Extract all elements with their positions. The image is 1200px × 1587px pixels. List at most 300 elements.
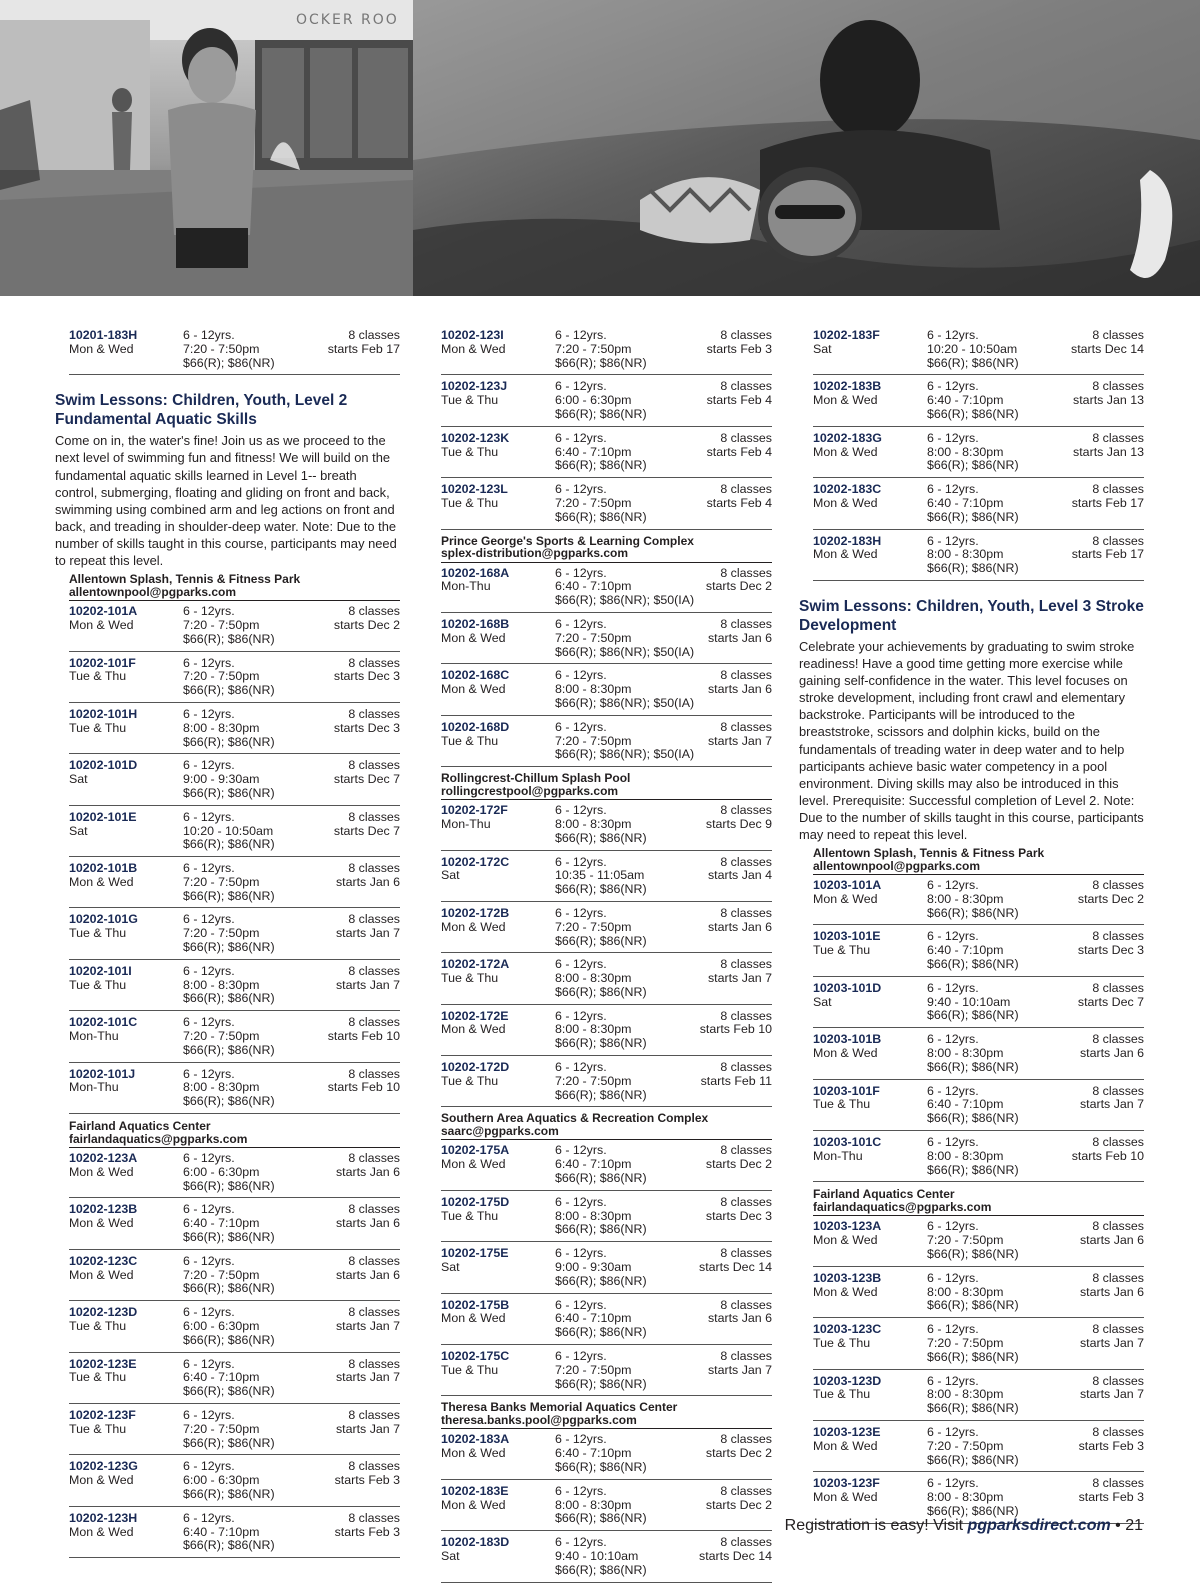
class-code: 10203-123E — [813, 1424, 881, 1439]
class-listing — [813, 1425, 1144, 1472]
section-description: Celebrate your achievements by graduating to swim stroke readiness! Have a good time getting more exercise while gaining self-confidence in the water. This level focuses on stroke development, including front crawl and elementary backstroke. Participants will be introduced to the breaststroke, scissors and dolphin kicks, build on the fundamentals of treading water in deep water and to help participants achieve basic water competency in a pool environment. Diving skills may also be introduced in this level. Prerequisite: Successful completion of Level 2. Note: Due to the number of skills taught in this course, participants may need to repeat this level. — [799, 638, 1144, 842]
class-listing — [813, 981, 1144, 1028]
class-spacer — [441, 986, 555, 1000]
class-time: 8:00 - 8:30pm — [555, 1497, 632, 1512]
class-fee: $66(R); $86(NR) — [927, 1162, 1019, 1177]
class-code: 10202-175D — [441, 1194, 510, 1209]
class-spacer — [813, 1299, 927, 1313]
class-age: 6 - 12yrs. — [555, 668, 607, 683]
class-age: 6 - 12yrs. — [183, 1253, 235, 1268]
facility-header — [813, 1186, 1144, 1216]
class-code: 10202-123F — [69, 1408, 136, 1422]
class-spacer — [813, 1248, 927, 1262]
class-fee: $66(R); $86(NR) — [927, 1059, 1019, 1074]
class-spacer — [813, 562, 927, 576]
class-code: 10202-168A — [441, 565, 510, 580]
class-count: 8 classes — [348, 1202, 400, 1217]
class-fee: $66(R); $86(NR) — [183, 888, 275, 903]
class-listing — [813, 929, 1144, 976]
class-spacer — [441, 646, 555, 660]
class-time: 7:20 - 7:50pm — [555, 495, 632, 510]
class-days: Mon & Wed — [441, 919, 506, 934]
section-title: Swim Lessons: Children, Youth, Level 2 Fundamental Aquatic Skills — [55, 392, 348, 429]
class-count: 8 classes — [720, 328, 772, 342]
class-time: 10:20 - 10:50am — [927, 341, 1018, 356]
class-start-date: starts Dec 14 — [1071, 341, 1144, 356]
class-start-date: starts Jan 6 — [1079, 1233, 1144, 1248]
class-count: 8 classes — [720, 565, 772, 580]
class-start-date: starts Jan 7 — [707, 1362, 772, 1377]
facility-name: Prince George's Sports & Learning Complex — [441, 533, 694, 548]
class-time: 8:00 - 8:30pm — [183, 720, 260, 735]
class-start-date: starts Dec 2 — [333, 617, 400, 632]
class-listing — [441, 668, 772, 715]
class-code: 10203-123B — [813, 1270, 882, 1285]
class-age: 6 - 12yrs. — [183, 1151, 235, 1166]
class-fee: $66(R); $86(NR) — [927, 957, 1019, 972]
class-start-date: starts Jan 7 — [335, 977, 400, 992]
class-time: 7:20 - 7:50pm — [555, 733, 632, 748]
class-time: 6:00 - 6:30pm — [555, 393, 632, 408]
class-time: 6:40 - 7:10pm — [555, 444, 632, 459]
class-fee: $66(R); $86(NR) — [183, 991, 275, 1006]
class-time: 7:20 - 7:50pm — [183, 874, 260, 889]
class-days: Tue & Thu — [441, 733, 499, 748]
facility-email[interactable]: rollingcrestpool@pgparks.com — [441, 783, 619, 798]
class-days: Sat — [441, 1260, 460, 1275]
class-days: Mon-Thu — [69, 1029, 119, 1044]
class-count: 8 classes — [720, 379, 772, 394]
class-days: Tue & Thu — [441, 971, 499, 986]
class-time: 6:40 - 7:10pm — [555, 1446, 632, 1461]
class-start-date: starts Jan 6 — [707, 682, 772, 697]
class-start-date: starts Feb 17 — [1071, 495, 1144, 510]
class-code: 10202-101G — [69, 912, 138, 927]
class-days: Mon & Wed — [69, 1216, 134, 1231]
photo-left-child-at-pool — [0, 0, 413, 296]
class-days: Mon & Wed — [69, 1473, 134, 1488]
class-code: 10203-101C — [813, 1135, 882, 1150]
class-fee: $66(R); $86(NR) — [555, 984, 647, 999]
class-spacer — [69, 1282, 183, 1296]
class-start-date: starts Dec 14 — [699, 1260, 772, 1275]
class-start-date: starts Jan 4 — [707, 868, 772, 883]
class-listing — [69, 1459, 400, 1506]
class-age: 6 - 12yrs. — [555, 854, 607, 869]
class-spacer — [441, 748, 555, 762]
class-days: Mon & Wed — [813, 444, 878, 459]
class-time: 7:20 - 7:50pm — [183, 341, 260, 356]
class-age: 6 - 12yrs. — [927, 482, 979, 497]
class-fee: $66(R); $86(NR) — [555, 830, 647, 845]
class-age: 6 - 12yrs. — [555, 1194, 607, 1209]
class-age: 6 - 12yrs. — [555, 1349, 607, 1364]
photo-sign-text: OCKER ROO — [296, 12, 399, 28]
class-age: 6 - 12yrs. — [555, 379, 607, 394]
class-age: 6 - 12yrs. — [555, 565, 607, 580]
class-spacer — [813, 1351, 927, 1365]
facility-email[interactable]: splex-distribution@pgparks.com — [441, 546, 629, 561]
class-days: Tue & Thu — [69, 1370, 127, 1385]
class-code: 10202-123I — [441, 328, 504, 342]
class-start-date: starts Jan 13 — [1073, 444, 1144, 459]
class-count: 8 classes — [348, 1253, 400, 1268]
class-count: 8 classes — [348, 758, 400, 773]
class-count: 8 classes — [720, 616, 772, 631]
class-spacer — [813, 958, 927, 972]
class-spacer — [441, 459, 555, 473]
class-start-date: starts Dec 2 — [705, 1497, 772, 1512]
class-code: 10202-123A — [69, 1151, 138, 1166]
class-spacer — [441, 883, 555, 897]
photo-right-swimmers — [413, 0, 1200, 296]
class-code: 10202-123E — [69, 1356, 137, 1371]
class-time: 6:40 - 7:10pm — [927, 393, 1004, 408]
class-start-date: starts Jan 6 — [1079, 1046, 1144, 1061]
class-code: 10202-101C — [69, 1015, 138, 1030]
class-fee: $66(R); $86(NR); $50(IA) — [555, 644, 695, 659]
class-age: 6 - 12yrs. — [183, 1510, 235, 1525]
class-listing — [69, 861, 400, 908]
class-time: 7:20 - 7:50pm — [555, 630, 632, 645]
class-age: 6 - 12yrs. — [927, 929, 979, 944]
class-listing — [69, 1408, 400, 1455]
class-spacer — [813, 459, 927, 473]
class-fee: $66(R); $86(NR) — [183, 1094, 275, 1109]
class-fee: $66(R); $86(NR) — [927, 1452, 1019, 1467]
class-time: 10:20 - 10:50am — [183, 823, 274, 838]
class-days: Mon & Wed — [813, 547, 878, 562]
class-days: Mon-Thu — [441, 816, 491, 831]
facility-name: Fairland Aquatics Center — [813, 1187, 955, 1202]
class-code: 10202-183H — [813, 533, 882, 548]
class-listing — [69, 1511, 400, 1558]
class-count: 8 classes — [1092, 379, 1144, 394]
class-spacer — [69, 941, 183, 955]
class-time: 6:00 - 6:30pm — [183, 1319, 260, 1334]
class-spacer — [69, 1539, 183, 1553]
page-footer — [785, 1517, 1143, 1535]
class-fee: $66(R); $86(NR) — [927, 458, 1019, 473]
class-spacer — [813, 1164, 927, 1178]
section-description: Come on in, the water's fine! Join us as we proceed to the next level of swimming fun and fitness! We will build on the fundamental aquatic skills learned in Level 1-- breath control, submerging, floating and gliding on front and back, swimming using combined arm and leg actions on front and back, and treading in shoulder-deep water. Note: Due to the number of skills taught in this course, participants may need to repeat this level. — [55, 433, 397, 569]
class-days: Mon-Thu — [441, 579, 491, 594]
class-listing — [813, 1135, 1144, 1182]
class-days: Mon-Thu — [69, 1080, 119, 1095]
class-listing — [69, 912, 400, 959]
class-fee: $66(R); $86(NR) — [183, 631, 275, 646]
footer-site-link[interactable]: pgparksdirect.com — [967, 1517, 1111, 1534]
class-age: 6 - 12yrs. — [183, 1202, 235, 1217]
facility-name: Allentown Splash, Tennis & Fitness Park — [69, 572, 301, 587]
class-listing — [69, 1067, 400, 1114]
class-listing — [69, 328, 400, 375]
facility-email[interactable]: fairlandaquatics@pgparks.com — [69, 1131, 248, 1146]
class-start-date: starts Dec 3 — [333, 669, 400, 684]
class-time: 6:40 - 7:10pm — [183, 1370, 260, 1385]
facility-email[interactable]: allentownpool@pgparks.com — [69, 584, 237, 599]
class-time: 7:20 - 7:50pm — [183, 1421, 260, 1436]
class-spacer — [441, 1461, 555, 1475]
class-spacer — [813, 907, 927, 921]
class-spacer — [813, 357, 927, 371]
class-spacer — [441, 697, 555, 711]
class-code: 10202-123D — [69, 1305, 138, 1320]
class-count: 8 classes — [1092, 1373, 1144, 1388]
class-listing — [441, 1349, 772, 1396]
class-code: 10202-123B — [69, 1202, 138, 1217]
class-age: 6 - 12yrs. — [555, 1143, 607, 1158]
class-listing — [441, 803, 772, 850]
class-code: 10202-101D — [69, 758, 138, 773]
class-count: 8 classes — [720, 1194, 772, 1209]
class-listing — [813, 878, 1144, 925]
class-listing — [69, 810, 400, 857]
class-fee: $66(R); $86(NR) — [927, 561, 1019, 576]
header-photo — [0, 0, 1200, 296]
facility-header — [441, 1110, 772, 1140]
class-time: 9:40 - 10:10am — [555, 1549, 639, 1563]
class-age: 6 - 12yrs. — [183, 758, 235, 773]
class-spacer — [69, 357, 183, 371]
class-start-date: starts Feb 11 — [700, 1073, 772, 1088]
class-listing — [441, 1246, 772, 1293]
class-days: Tue & Thu — [813, 943, 871, 958]
class-start-date: starts Dec 9 — [705, 816, 772, 831]
class-fee: $66(R); $86(NR); $50(IA) — [555, 747, 695, 762]
facility-email[interactable]: theresa.banks.pool@pgparks.com — [441, 1412, 637, 1427]
class-count: 8 classes — [348, 706, 400, 721]
class-code: 10202-123H — [69, 1510, 138, 1525]
class-age: 6 - 12yrs. — [183, 655, 235, 670]
class-count: 8 classes — [720, 1008, 772, 1023]
class-days: Sat — [813, 341, 832, 356]
class-start-date: starts Jan 6 — [335, 1216, 400, 1231]
class-listing — [441, 1143, 772, 1190]
class-fee: $66(R); $86(NR) — [555, 1036, 647, 1051]
class-spacer — [69, 787, 183, 801]
class-time: 6:00 - 6:30pm — [183, 1164, 260, 1179]
class-count: 8 classes — [348, 1356, 400, 1371]
class-code: 10202-123C — [69, 1253, 138, 1268]
class-code: 10202-172D — [441, 1060, 510, 1075]
class-start-date: starts Feb 10 — [327, 1080, 400, 1095]
class-code: 10203-123D — [813, 1373, 882, 1388]
class-time: 7:20 - 7:50pm — [183, 1029, 260, 1044]
class-time: 8:00 - 8:30pm — [927, 444, 1004, 459]
class-code: 10201-183H — [69, 328, 138, 342]
class-count: 8 classes — [1092, 1322, 1144, 1337]
class-listing — [813, 1032, 1144, 1079]
class-spacer — [441, 357, 555, 371]
class-fee: $66(R); $86(NR) — [555, 509, 647, 524]
class-code: 10203-123A — [813, 1219, 882, 1234]
class-time: 8:00 - 8:30pm — [555, 1208, 632, 1223]
facility-header — [69, 1118, 400, 1148]
class-start-date: starts Jan 6 — [707, 630, 772, 645]
class-days: Tue & Thu — [69, 977, 127, 992]
class-spacer — [441, 832, 555, 846]
class-count: 8 classes — [348, 1151, 400, 1166]
class-spacer — [441, 1172, 555, 1186]
facility-header — [441, 1399, 772, 1429]
class-start-date: starts Feb 10 — [699, 1022, 772, 1037]
class-days: Sat — [441, 868, 460, 883]
class-start-date: starts Feb 4 — [706, 495, 772, 510]
class-code: 10202-101J — [69, 1066, 136, 1081]
class-days: Mon & Wed — [69, 1524, 134, 1539]
class-count: 8 classes — [1092, 1032, 1144, 1047]
class-time: 6:40 - 7:10pm — [555, 1157, 632, 1172]
class-fee: $66(R); $86(NR) — [183, 1281, 275, 1296]
class-start-date: starts Dec 3 — [705, 1208, 772, 1223]
class-days: Mon & Wed — [441, 682, 506, 697]
class-fee: $66(R); $86(NR) — [927, 1247, 1019, 1262]
class-days: Tue & Thu — [813, 1097, 871, 1112]
class-fee: $66(R); $86(NR) — [183, 734, 275, 749]
class-count: 8 classes — [720, 1432, 772, 1447]
class-days: Mon & Wed — [441, 1157, 506, 1172]
class-age: 6 - 12yrs. — [183, 861, 235, 876]
class-code: 10203-123C — [813, 1322, 882, 1337]
class-listing — [69, 1357, 400, 1404]
class-listing — [813, 431, 1144, 478]
class-start-date: starts Feb 3 — [706, 341, 772, 356]
class-spacer — [69, 736, 183, 750]
class-spacer — [441, 1089, 555, 1103]
class-time: 8:00 - 8:30pm — [183, 1080, 260, 1095]
class-code: 10202-168D — [441, 719, 510, 734]
class-spacer — [69, 684, 183, 698]
class-start-date: starts Feb 3 — [334, 1524, 400, 1539]
class-spacer — [69, 1437, 183, 1451]
class-age: 6 - 12yrs. — [555, 1535, 607, 1550]
class-fee: $66(R); $86(NR) — [927, 1298, 1019, 1313]
class-days: Tue & Thu — [441, 1208, 499, 1223]
class-time: 7:20 - 7:50pm — [183, 1267, 260, 1282]
class-listing — [441, 855, 772, 902]
class-days: Mon & Wed — [69, 617, 134, 632]
class-spacer — [813, 1061, 927, 1075]
class-fee: $66(R); $86(NR); $50(IA) — [555, 695, 695, 710]
class-fee: $66(R); $86(NR) — [555, 933, 647, 948]
class-start-date: starts Feb 4 — [706, 444, 772, 459]
class-listing — [69, 1015, 400, 1062]
footer-separator: • — [1110, 1517, 1126, 1534]
class-spacer — [441, 1275, 555, 1289]
class-age: 6 - 12yrs. — [555, 1432, 607, 1447]
class-count: 8 classes — [720, 1246, 772, 1261]
class-days: Tue & Thu — [441, 495, 499, 510]
class-code: 10202-172B — [441, 905, 510, 920]
class-spacer — [441, 1326, 555, 1340]
class-fee: $66(R); $86(NR) — [555, 1562, 647, 1577]
class-age: 6 - 12yrs. — [927, 1270, 979, 1285]
class-days: Mon & Wed — [441, 1497, 506, 1512]
class-time: 7:20 - 7:50pm — [183, 926, 260, 941]
facility-header — [441, 770, 772, 800]
class-fee: $66(R); $86(NR) — [183, 1178, 275, 1193]
class-start-date: starts Jan 7 — [707, 971, 772, 986]
class-age: 6 - 12yrs. — [555, 430, 607, 445]
class-listing — [441, 482, 772, 529]
class-days: Sat — [69, 772, 88, 787]
class-time: 8:00 - 8:30pm — [555, 682, 632, 697]
class-time: 8:00 - 8:30pm — [927, 547, 1004, 562]
class-time: 8:00 - 8:30pm — [927, 891, 1004, 906]
class-start-date: starts Dec 2 — [1077, 891, 1144, 906]
facility-name: Southern Area Aquatics & Recreation Complex — [441, 1111, 709, 1126]
class-count: 8 classes — [1092, 1083, 1144, 1098]
class-fee: $66(R); $86(NR) — [183, 683, 275, 698]
class-listing — [69, 1202, 400, 1249]
class-start-date: starts Jan 7 — [1079, 1336, 1144, 1350]
class-count: 8 classes — [1092, 980, 1144, 995]
class-start-date: starts Dec 2 — [705, 579, 772, 594]
class-days: Tue & Thu — [441, 1362, 499, 1377]
class-listing — [69, 1254, 400, 1301]
facility-email[interactable]: fairlandaquatics@pgparks.com — [813, 1199, 992, 1214]
facility-email[interactable]: saarc@pgparks.com — [441, 1123, 559, 1138]
class-start-date: starts Jan 6 — [335, 1164, 400, 1179]
column-2 — [441, 328, 772, 1587]
class-code: 10203-101A — [813, 878, 882, 893]
class-time: 6:40 - 7:10pm — [555, 1311, 632, 1326]
class-age: 6 - 12yrs. — [555, 1483, 607, 1498]
class-listing — [441, 1298, 772, 1345]
class-time: 6:40 - 7:10pm — [555, 579, 632, 594]
class-age: 6 - 12yrs. — [555, 1246, 607, 1261]
class-fee: $66(R); $86(NR) — [183, 355, 275, 370]
class-days: Mon-Thu — [813, 1148, 863, 1163]
class-start-date: starts Feb 17 — [1071, 547, 1144, 562]
class-days: Mon & Wed — [69, 1164, 134, 1179]
class-count: 8 classes — [348, 1015, 400, 1030]
class-age: 6 - 12yrs. — [927, 1083, 979, 1098]
class-fee: $66(R); $86(NR) — [555, 1087, 647, 1102]
class-code: 10202-183C — [813, 482, 882, 497]
class-spacer — [441, 1037, 555, 1051]
section-title: Swim Lessons: Children, Youth, Level 3 Stroke Development — [799, 597, 1144, 634]
class-spacer — [441, 935, 555, 949]
class-spacer — [441, 408, 555, 422]
class-fee: $66(R); $86(NR) — [555, 882, 647, 897]
class-listing — [813, 1374, 1144, 1421]
class-fee: $66(R); $86(NR) — [183, 1384, 275, 1399]
class-time: 8:00 - 8:30pm — [927, 1490, 1004, 1505]
class-days: Mon & Wed — [813, 495, 878, 510]
class-count: 8 classes — [1092, 482, 1144, 497]
class-count: 8 classes — [720, 430, 772, 445]
class-age: 6 - 12yrs. — [183, 604, 235, 619]
class-count: 8 classes — [720, 1349, 772, 1364]
class-count: 8 classes — [348, 655, 400, 670]
class-days: Sat — [813, 994, 832, 1009]
facility-email[interactable]: allentownpool@pgparks.com — [813, 858, 981, 873]
facility-header — [813, 845, 1144, 875]
class-spacer — [69, 838, 183, 852]
class-start-date: starts Dec 7 — [333, 772, 400, 787]
class-days: Mon & Wed — [813, 1438, 878, 1453]
class-start-date: starts Dec 2 — [705, 1446, 772, 1461]
class-age: 6 - 12yrs. — [183, 1459, 235, 1474]
class-code: 10202-101E — [69, 809, 137, 824]
class-listing — [813, 1084, 1144, 1131]
class-fee: $66(R); $86(NR) — [183, 785, 275, 800]
class-listing — [69, 758, 400, 805]
class-code: 10202-175C — [441, 1349, 510, 1364]
class-spacer — [441, 1378, 555, 1392]
